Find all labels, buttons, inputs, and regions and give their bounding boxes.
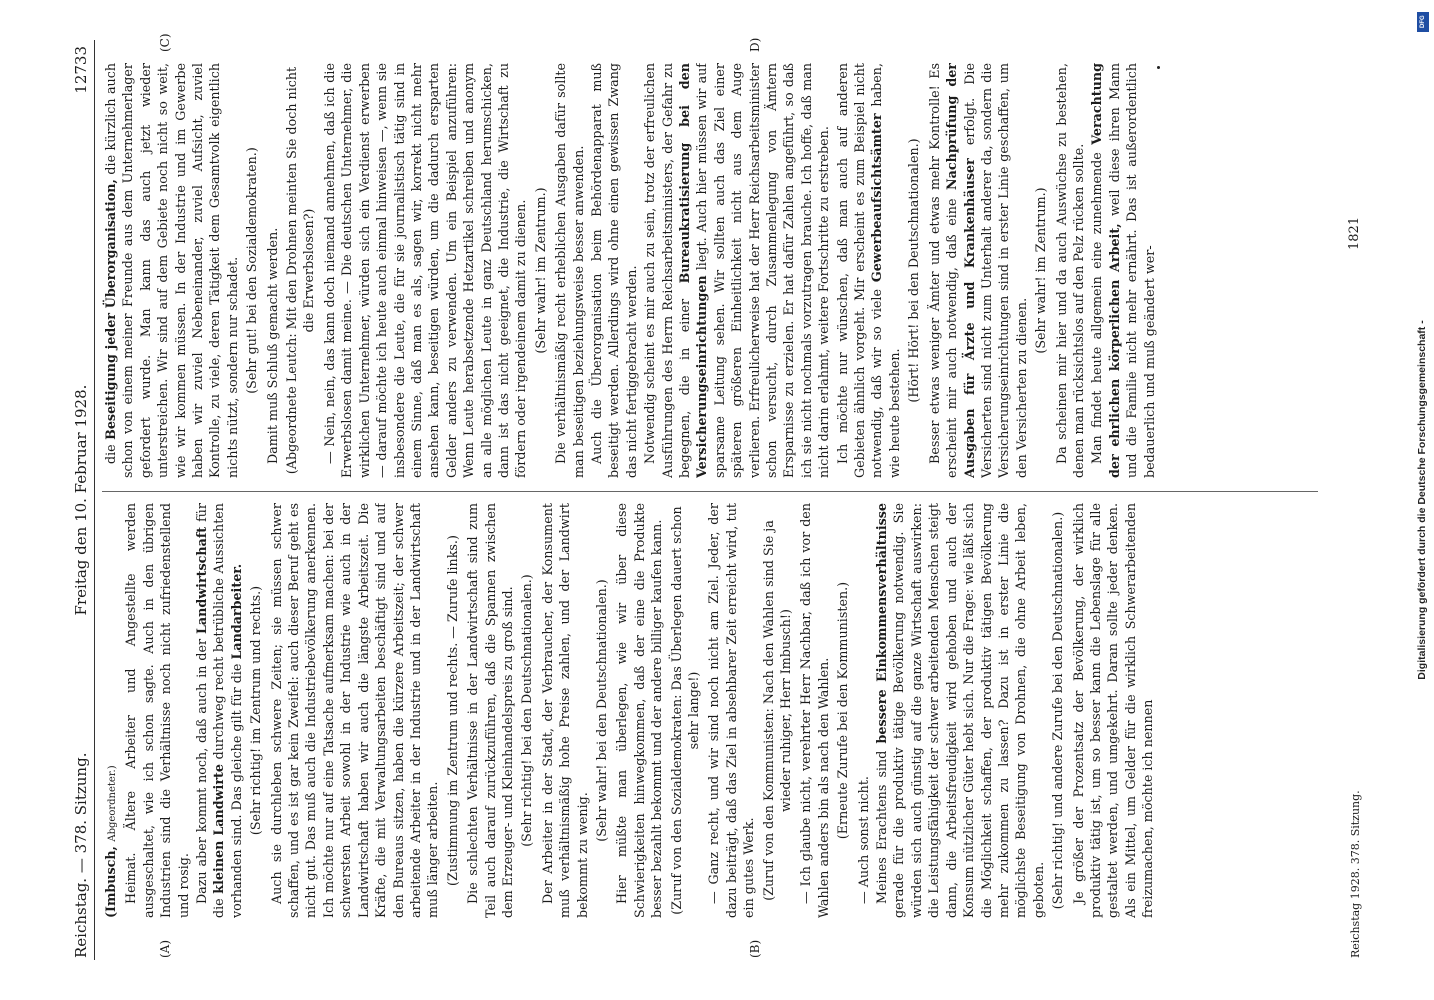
paragraph-text: weil diese ihren Mann und die Familie nicht mehr ernährt. Das ist außerordentlich bedauerlich und muß geändert wer- <box>1106 63 1157 478</box>
left-paragraph: — Auch sonst nicht. <box>855 776 871 904</box>
interjection: (Sehr wahr! im Zentrum.) <box>532 187 548 354</box>
paragraph-text: Dazu aber kommt noch, daß auch in der <box>194 634 210 904</box>
interjection: (Zuruf von den Kommunisten: Nach den Wahlen sind Sie ja wieder ruhiger, Herr Imbusch!) <box>760 520 794 901</box>
left-paragraph: Heimat. Ältere Arbeiter und Angestellte werden ausgeschaltet, wie ich schon sagte. Auch in den übrigen Industrien sind die Verhältnisse noch nicht zufriedenstellend und rosig. <box>123 503 191 918</box>
speaker-name: (Imbusch, <box>103 841 118 918</box>
margin-marker-d: D) <box>748 37 762 52</box>
right-paragraph: Auch die Überorganisation beim Behördenapparat muß beseitigt werden. Allerdings wird ohne einen gewissen Zwang das nicht fertiggebracht werden. <box>588 63 639 478</box>
right-paragraph <box>834 63 904 478</box>
paragraph-text: Man findet heute allgemein eine zunehmende <box>1089 144 1105 464</box>
emphasis-term: Gewerbeaufsichtsämter <box>869 113 885 283</box>
right-text-column <box>102 63 1328 478</box>
paragraph-text: Ich möchte nur wünschen, daß man auch auf anderen Gebieten ähnlich vorgeht. Mir erscheint es zum Beispiel nicht notwendig, daß wir so viele <box>834 63 885 478</box>
interjection: (Hört! Hört! bei den Deutschnationalen.) <box>906 138 922 403</box>
footer-number: 1821 <box>1347 216 1362 250</box>
interjection: (Zuruf von den Sozialdemokraten: Das Überlegen dauert schon sehr lange!) <box>668 506 701 915</box>
right-paragraph: Damit muß Schluß gemacht werden. <box>264 227 280 464</box>
right-paragraph <box>926 63 1030 478</box>
left-paragraph: — Ich glaube nicht, verehrter Herr Nachbar, daß ich vor den Wahlen anders bin als nach den Wahlen. <box>798 503 831 918</box>
paragraph-text: liegt. Auch hier müssen wir auf sparsame Leitung sehen. Wir sollten auch das Ziel einer späteren größeren Einheitlichkeit nicht aus dem Auge verlieren. Erfreulicherweise hat der Herr Reichsarbeitsminister schon versucht, durch Zusammenlegung von Ämtern Ersparnisse zu erzielen. Er hat dafür Zahlen angeführt, so daß ich sie nicht nochmals vorzutragen brauche. Ich hoffe, daß man nicht darin erlahmt, weitere Fortschritte zu erstreben. <box>694 63 832 478</box>
right-paragraph: Die verhältnismäßig recht erheblichen Ausgaben dafür sollte man beseitigen beziehungsweise besser anwenden. <box>553 63 586 478</box>
left-paragraph: Auch sie durchleben schwere Zeiten; sie müssen schwer schaffen, und es ist gar kein Zweifel: auch dieser Beruf geht es nicht gut. Das muß auch die Industriebevölkerung anerkennen. Ich möchte nur auf eine Tatsache aufmerksam machen: bei der schwersten Arbeit sowohl in der Industrie wie auch in der Landwirtschaft haben wir auch die längste Arbeitszeit. Die Kräfte, die mit Verwaltungsarbeiten beschäftigt sind und auf den Bureaus sitzen, haben die kürzere Arbeitszeit; der schwer arbeitende Arbeiter in der Industrie und in der Landwirtschaft muß länger arbeiten. <box>268 503 441 918</box>
column-divider <box>102 491 1318 492</box>
left-text-column <box>102 503 1328 918</box>
right-paragraph <box>1088 63 1158 478</box>
margin-marker-c: (C) <box>158 33 172 52</box>
left-paragraph: Je größer der Prozentsatz der Bevölkerung, der wirklich produktiv tätig ist, um so besser kann die Lebenslage für alle gestaltet werden, und umgekehrt. Daran sollte jeder denken. Als ein Mittel, um Gelder für die wirklich Schwerarbeitenden freizumachen, möchte ich nennen <box>1070 503 1156 918</box>
right-paragraph <box>102 63 241 478</box>
header-date: Freitag den 10. Februar 1928. <box>72 384 90 616</box>
scan-speck <box>1157 66 1160 69</box>
dfg-logo-icon: DFG <box>1417 12 1429 32</box>
footer-left: Reichstag 1928. 378. Sitzung. <box>1349 790 1362 958</box>
interjection: (Erneute Zurufe bei den Kommunisten.) <box>835 581 851 840</box>
interjection: (Sehr richtig! im Zentrum und rechts.) <box>248 585 264 836</box>
left-paragraph: Die schlechten Verhältnisse in der Landwirtschaft sind zum Teil auch darauf zurückzuführen, daß die Spannen zwischen dem Erzeuger- und Kleinhandelspreis zu groß sind. <box>465 503 515 918</box>
paragraph-text: die <box>103 439 118 464</box>
interjection: (Zustimmung im Zentrum und rechts. — Zurufe links.) <box>444 535 460 886</box>
paragraph-text: Meines Erachtens sind <box>874 743 890 904</box>
paragraph-text: für die <box>194 503 227 918</box>
interjection: (Sehr gut! bei den Sozialdemokraten.) <box>244 147 260 394</box>
emphasis-term: Verachtung der ehrlichen körperlichen Arbeit, <box>1089 63 1122 478</box>
speaker-role: Abgeordneter.) <box>107 765 118 842</box>
emphasis-term: Bureaukratisierung bei den Versicherungseinrichtungen <box>677 63 710 478</box>
emphasis-term: Landwirtschaft <box>194 526 210 635</box>
right-paragraph: — Nein, nein, das kann doch niemand annehmen, daß ich die Erwerbslosen damit meine. — Die deutschen Unternehmer, die wirklichen Unternehmer, würden sich ein Verdienst erwerben — darauf möchte ich heute auch einmal hinweisen —, wenn sie insbesondere die Leute, die für sie journalistisch tätig sind in einem Sinne, daß man es als, sagen wir, korrekt nicht mehr ansehen kann, beseitigen würden, um die dadurch ersparten Gelder anders zu verwenden. Um ein Beispiel anzuführen: Wenn Leute herabsetzende Hetzartikel schreiben und anonym an alle möglichen Leute in ganz Deutschland herumschicken, dann ist das nicht geeignet, die Industrie, die Wirtschaft zu fördern oder irgendeinem damit zu dienen. <box>321 63 529 478</box>
emphasis-term: Beseitigung jeder Überorganisation, <box>103 179 118 440</box>
emphasis-term: Nachprüfung der Ausgaben für Ärzte und Krankenhäuser <box>944 63 977 478</box>
emphasis-term: Landarbeiter. <box>228 563 244 660</box>
paragraph-text: haben, wie heute bestehen. <box>869 63 902 478</box>
digitization-sidebar <box>1413 8 1431 992</box>
interjection: (Sehr wahr! im Zentrum.) <box>1033 187 1049 354</box>
header-left: Reichstag. — 378. Sitzung. <box>72 752 90 958</box>
left-paragraph <box>873 503 1047 918</box>
left-paragraph: Der Arbeiter in der Stadt, der Verbraucher, der Konsument muß verhältnismäßig hohe Preise zahlen, und der Landwirt bekommt zu wenig. <box>539 503 590 918</box>
left-paragraph <box>193 503 245 918</box>
page-number: 12733 <box>72 46 90 94</box>
page-header <box>72 20 92 980</box>
margin-marker-a: (A) <box>158 939 172 958</box>
interjection: (Sehr wahr! bei den Deutschnationalen.) <box>593 579 609 842</box>
emphasis-term: kleinen Landwirte <box>211 764 227 894</box>
interjection: (Abgeordnete Leutch: Mit den Drohnen meinten Sie doch nicht die Erwerbslosen?) <box>284 66 317 475</box>
paragraph-text: Notwendig scheint es mir auch zu sein, trotz der erfreulichen Ausführungen des Herrn Reichsarbeitsministers, der Gefahr zu begegnen, die in einer <box>642 63 692 478</box>
header-rule <box>94 40 95 960</box>
left-paragraph: Hier müßte man überlegen, wie wir über diese Schwierigkeiten hinwegkommen, daß der eine die Produkte besser bezahlt bekommt und der andere billiger kaufen kann. <box>614 503 665 918</box>
paragraph-text: die kürzlich auch schon von einem meiner Freunde aus dem Unternehmerlager gefordert wurde. Man kann das auch jetzt wieder unterstreichen. Wir sind auf dem Gebiete noch nicht so weit, wie wir kommen müssen. In der Industrie und im Gewerbe haben wir zuviel Nebeneinander, zuviel Aufsicht, zuviel Kontrolle, zu viele, deren Tätigkeit dem Gesamtvolk eigentlich nichts nützt, sondern nur schadet. <box>103 63 240 478</box>
emphasis-term: bessere Einkommensverhältnisse <box>874 503 890 744</box>
paragraph-text: Besser etwas weniger Ämter und etwas mehr Kontrolle! Es erscheint mir auch notwendig, daß eine <box>926 63 960 478</box>
interjection: (Sehr richtig! bei den Deutschnationalen.) <box>519 574 535 847</box>
rotated-document-page <box>58 20 1378 980</box>
interjection: (Sehr richtig! und andere Zurufe bei den Deutschnationalen.) <box>1050 511 1066 910</box>
digitization-credit: Digitalisierung gefördert durch die Deutsche Forschungsgemeinschaft - <box>1416 320 1428 680</box>
margin-marker-b: (B) <box>748 939 762 958</box>
paragraph-text: gerade für die produktiv tätige Bevölkerung notwendig. Sie würden sich auch günstig auf die ganze Wirtschaft auswirken: die Leistungsfähigkeit der schwer arbeitenden Menschen steigt dann, die Arbeitsfreudigkeit wird gehoben und auch der Konsum nützlicher Güter hebt sich. Nur die Frage: wie läßt sich die Möglichkeit schaffen, der produktiv tätigen Bevölkerung mehr zukommen zu lassen? Dazu ist in erster Linie die möglichste Beseitigung von Drohnen, die ohne Arbeit leben, geboten. <box>891 503 1046 918</box>
right-paragraph <box>641 63 832 478</box>
speaker-line <box>102 503 121 918</box>
paragraph-text: durchweg recht betrübliche Aussichten vorhanden sind. Das gleiche gilt für die <box>211 503 244 918</box>
right-paragraph: Da scheinen mir hier und da auch Auswüchse zu bestehen, denen man rücksichtslos auf den Pelz rücken sollte. <box>1053 63 1086 478</box>
paragraph-text: erfolgt. Die Versicherten sind nicht zum Unterhalt anderer da, sondern die Versicherungseinrichtungen sind in erster Linie geschaffen, um den Versicherten zu dienen. <box>961 63 1029 478</box>
left-paragraph: — Ganz recht, und wir sind noch nicht am Ziel. Jeder, der dazu beiträgt, daß das Ziel in absehbarer Zeit erreicht wird, tut ein gutes Werk. <box>706 503 757 918</box>
